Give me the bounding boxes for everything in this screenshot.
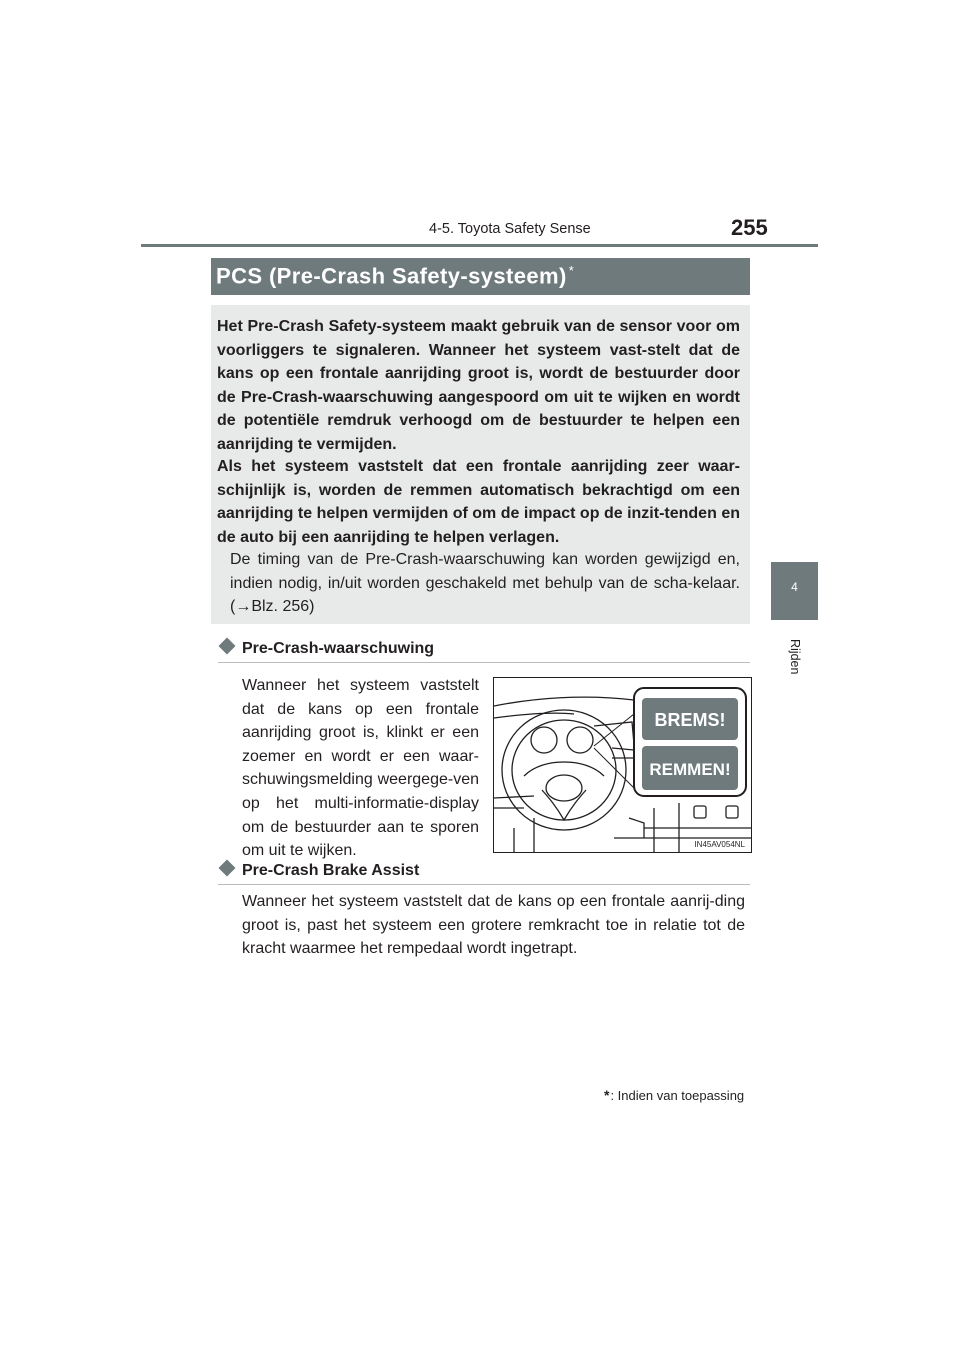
dashboard-illustration — [493, 677, 752, 853]
chapter-label-container — [785, 630, 803, 680]
dashboard-drawing — [494, 678, 751, 852]
page-number: 255 — [731, 215, 768, 240]
intro-paragraph-3: De timing van de Pre-Crash-waarschuwing kan worden gewijzigd en, indien nodig, in/uit worden geschakeld met behulp van de scha-kelaar. (→Blz. 256) — [230, 551, 740, 616]
intro-box — [211, 305, 750, 624]
section-title-text: PCS (Pre-Crash Safety-systeem) — [216, 263, 567, 289]
chapter-label: Rijden — [788, 639, 802, 675]
subheading-pre-crash-warning — [218, 640, 434, 658]
section-title-bar — [211, 258, 750, 295]
intro-paragraph-1: Het Pre-Crash Safety-systeem maakt gebruik van de sensor voor om voorliggers te signaleren. Wanneer het systeem vast-stelt dat de kans op een frontale aanrijding groot is, wordt de bestuurder door de Pre-Crash-waarschuwing aangespoord om uit te wijken en wordt de potentiële remdruk verhoogd om de bestuurder te helpen een aanrijding te vermijden. — [217, 318, 740, 453]
footnote — [604, 1087, 744, 1103]
brake-assist-description: Wanneer het systeem vaststelt dat de kans op een frontale aanrij-ding groot is, past het systeem een grotere remkracht toe in relatie tot de kracht waarmee het rempedaal wordt ingetrapt. — [242, 893, 745, 958]
chapter-tab — [771, 562, 818, 620]
subheading-text: Pre-Crash-waarschuwing — [242, 640, 435, 657]
diamond-bullet-icon — [219, 638, 236, 655]
display-message-remmen: REMMEN! — [649, 760, 731, 779]
figure-code: IN45AV054NL — [694, 840, 745, 849]
footnote-text: : Indien van toepassing — [610, 1088, 745, 1103]
display-message-brems: BREMS! — [654, 710, 726, 730]
chapter-number: 4 — [791, 580, 798, 594]
diamond-bullet-icon — [219, 860, 236, 877]
section-title — [216, 263, 574, 289]
header-rule — [141, 244, 818, 247]
intro-paragraph-2: Als het systeem vaststelt dat een frontale aanrijding zeer waar-schijnlijk is, worden de remmen automatisch bekrachtigd om een aanrijding te helpen vermijden of om de impact op de inzit-tenden en de auto bij een aanrijding te helpen verlagen. — [217, 458, 740, 546]
subheading-text: Pre-Crash Brake Assist — [242, 862, 420, 879]
footnote-asterisk: * — [604, 1087, 610, 1103]
warning-description: Wanneer het systeem vaststelt dat de kans op een frontale aanrijding groot is, klinkt er een zoemer en wordt er een waar-schuwingsmelding weergege-ven op het multi-informatie-display om de bestuurder aan te sporen om uit te wijken. — [242, 677, 479, 860]
subheading-brake-assist — [218, 862, 419, 880]
running-header-section: 4-5. Toyota Safety Sense — [429, 221, 591, 237]
subheading-rule — [218, 884, 750, 885]
asterisk-marker: * — [568, 263, 575, 278]
subheading-rule — [218, 662, 750, 663]
